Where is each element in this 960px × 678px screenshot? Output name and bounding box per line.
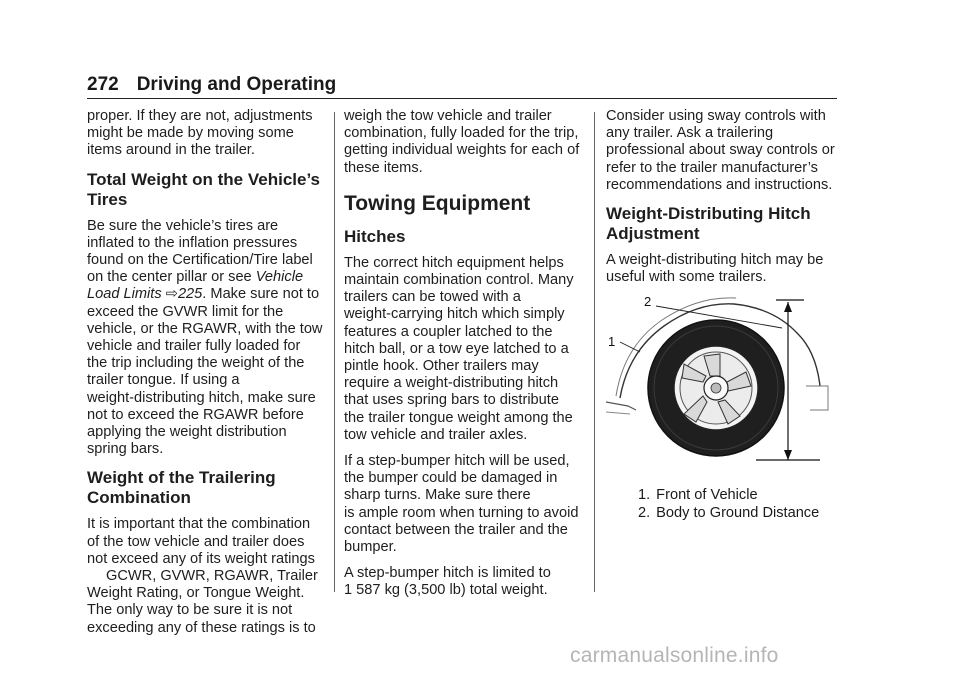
caption-item: 1. Front of Vehicle [638,487,758,503]
arrow-head-up [784,302,792,312]
heading-total-weight: Total Weight on the Vehicle’s Tires [87,169,320,209]
heading-weight-distributing-hitch: Weight-Distributing Hitch Adjustment [606,204,811,244]
column-divider [594,112,595,592]
column-3 [606,108,846,295]
page-header [87,70,837,96]
paragraph-total-weight: Be sure the vehicle’s tires are inflated to the inflation pressures found on the Certification/Tire label on the center pillar or see Vehicle Load Limits ⇨225. Make sure not to exceed the GVWR limit for the vehicle, or the RGAWR, with the tow vehicle and trailer fully loaded for the trip including the weight of the trailer tongue. If using a weight-distributing hitch, make sure not to exceed the RGAWR before applying the weight distribution spring bars. [87,217,323,458]
vehicle-load-limits-link-cont[interactable]: Load Limits [87,286,162,303]
callout-1-label: 1 [608,334,616,349]
paragraph-step-bumper: If a step-bumper hitch will be used, the bumper could be damaged in sharp turns. Make sure there is ample room when turning to avoid contact between the trailer and the bumper. [344,453,579,556]
column-divider [334,112,335,592]
column-1 [87,108,327,646]
rear-panel [806,386,828,410]
body-panel-line [606,402,636,410]
body-panel-line [606,412,630,414]
watermark: carmanualsonline.info [570,644,779,667]
heading-trailering-combination: Weight of the Trailering Combination [87,468,276,508]
paragraph-hitches: The correct hitch equipment helps maintain combination control. Many trailers can be towed with a weight-carrying hitch which simply features a coupler latched to the hitch ball, or a tow eye latched to a pintle hook. Other trailers may require a weight-distributing hitch that uses spring bars to distribute the trailer tongue weight among the tow vehicle and trailer axles. [344,254,574,443]
heading-hitches: Hitches [344,226,406,246]
page-ref-number[interactable]: 225 [177,286,203,303]
figure-captions [638,487,848,522]
wheel-illustration [606,290,838,468]
wheel-diagram [606,290,838,468]
paragraph-intro: proper. If they are not, adjustments might be made by moving some items around in the trailer. [87,108,313,159]
vehicle-load-limits-link[interactable]: Vehicle [255,269,304,286]
column-2 [344,108,584,609]
header-divider [87,98,837,99]
page-ref-arrow-icon: ⇨ [165,286,178,303]
callout-2-label: 2 [644,294,652,309]
heading-towing-equipment: Towing Equipment [344,191,531,215]
page-number: 272 [87,74,119,95]
paragraph-weight-distributing: A weight-distributing hitch may be useful with some trailers. [606,252,824,286]
paragraph-weigh: weigh the tow vehicle and trailer combination, fully loaded for the trip, getting individual weights for each of these items. [344,108,580,176]
paragraph-combination: It is important that the combination of the tow vehicle and trailer does not exceed any of its weight ratings GCWR, GVWR, RGAWR, Trailer Weight Rating, or Tongue Weight. The only way to be sure it is not exceeding any of these ratings is to [87,516,318,636]
wheel-center-cap [711,383,721,393]
section-title: Driving and Operating [136,74,337,95]
paragraph-sway-controls: Consider using sway controls with any trailer. Ask a trailering professional about sway controls or refer to the trailer manufacturer’s recommendations and instructions. [606,108,835,193]
paragraph-step-bumper-limit: A step-bumper hitch is limited to 1 587 kg (3,500 lb) total weight. [344,565,551,599]
arrow-head-down [784,450,792,460]
caption-item: 2. Body to Ground Distance [638,504,820,521]
